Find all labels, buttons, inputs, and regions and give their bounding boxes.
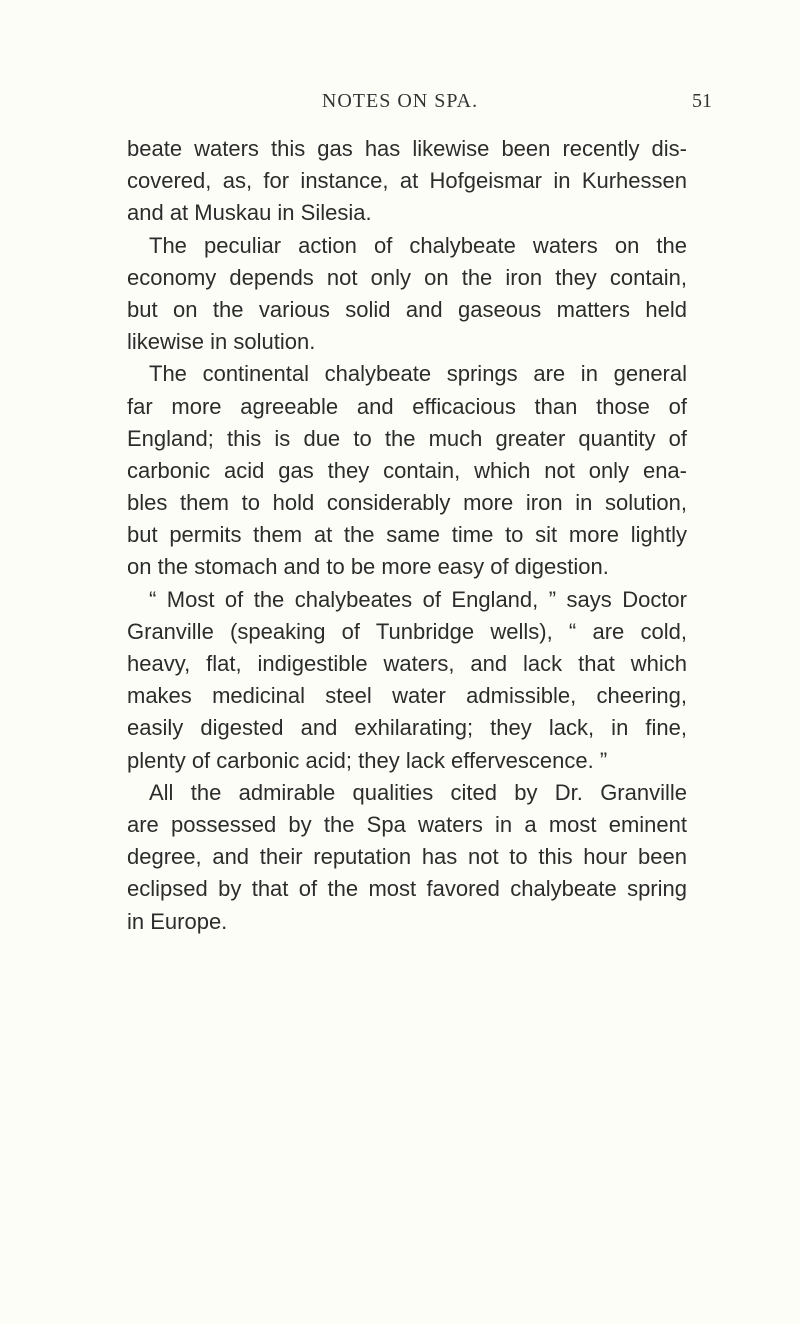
text-line: eclipsed by that of the most favored chalybeate spring <box>127 876 687 902</box>
text-line: Granville (speaking of Tunbridge wells), “ are cold, <box>127 618 687 644</box>
text-line: economy depends not only on the iron they contain, <box>127 264 687 290</box>
text-line: and at Muskau in Silesia. <box>127 200 372 226</box>
text-line: far more agreeable and efficacious than those of <box>127 393 687 419</box>
text-line: covered, as, for instance, at Hofgeismar in Kurhessen <box>127 168 687 194</box>
text-line: on the stomach and to be more easy of digestion. <box>127 554 609 580</box>
text-line: beate waters this gas has likewise been recently dis- <box>127 136 687 161</box>
text-line: degree, and their reputation has not to this hour been <box>127 844 687 870</box>
text-line: makes medicinal steel water admissible, cheering, <box>127 683 687 709</box>
page-header <box>0 90 800 120</box>
text-line: heavy, flat, indigestible waters, and lack that which <box>127 651 687 676</box>
page-number: 51 <box>692 90 712 112</box>
text-line: but on the various solid and gaseous matters held <box>127 296 687 322</box>
text-line: are possessed by the Spa waters in a most eminent <box>127 811 687 837</box>
text-line: carbonic acid gas they contain, which not only ena- <box>127 457 687 483</box>
text-line: All the admirable qualities cited by Dr. Granville <box>149 779 687 805</box>
text-line: The continental chalybeate springs are in general <box>149 361 687 387</box>
text-line: “ Most of the chalybeates of England, ” says Doctor <box>149 586 687 612</box>
text-line: but permits them at the same time to sit more lightly <box>127 522 687 548</box>
text-line: in Europe. <box>127 908 228 934</box>
text-line: The peculiar action of chalybeate waters on the <box>149 232 687 258</box>
text-line: England; this is due to the much greater quantity of <box>127 425 687 451</box>
running-title: NOTES ON SPA. <box>321 90 479 112</box>
text-line: bles them to hold considerably more iron in solution, <box>127 490 687 516</box>
text-line: plenty of carbonic acid; they lack effervescence. ” <box>127 747 608 773</box>
text-line: likewise in solution. <box>127 329 316 355</box>
text-line: easily digested and exhilarating; they lack, in fine, <box>127 715 687 741</box>
body-text <box>127 133 687 938</box>
